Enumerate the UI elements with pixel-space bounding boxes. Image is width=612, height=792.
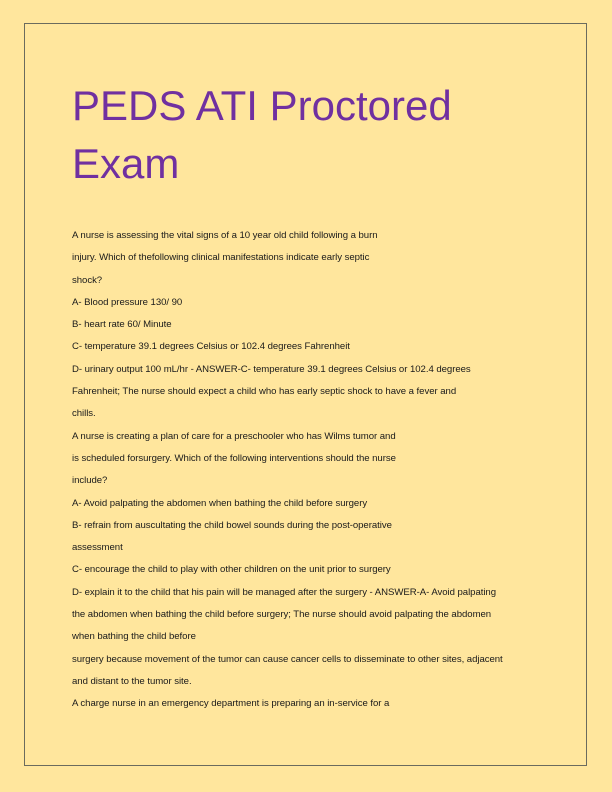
title-line-2: Exam [72,140,180,187]
text-line: C- temperature 39.1 degrees Celsius or 102.4 degrees Fahrenheit [72,341,350,353]
text-line: A charge nurse in an emergency department is preparing an in-service for a [72,698,390,710]
text-line: C- encourage the child to play with other children on the unit prior to surgery [72,564,391,576]
text-line: shock? [72,274,103,286]
text-line: is scheduled forsurgery. Which of the following interventions should the nurse [72,452,396,464]
text-line: Fahrenheit; The nurse should expect a child who has early septic shock to have a fever and [72,386,457,398]
text-line: B- heart rate 60/ Minute [72,319,172,331]
text-line: include? [72,475,108,487]
document-body [72,229,542,720]
text-line: the abdomen when bathing the child before surgery; The nurse should avoid palpating the abdomen [72,609,492,621]
text-line: A nurse is assessing the vital signs of a 10 year old child following a burn [72,230,378,241]
text-line: chills. [72,408,96,420]
title-line-1: PEDS ATI Proctored [72,82,452,129]
text-line: injury. Which of thefollowing clinical manifestations indicate early septic [72,252,370,264]
text-line: and distant to the tumor site. [72,675,192,687]
text-line: when bathing the child before [72,631,196,643]
text-line: A- Blood pressure 130/ 90 [72,296,183,308]
page-title [72,77,552,193]
text-line: B- refrain from auscultating the child bowel sounds during the post-operative [72,519,392,531]
text-line: A nurse is creating a plan of care for a preschooler who has Wilms tumor and [72,430,396,442]
text-line: A- Avoid palpating the abdomen when bathing the child before surgery [72,497,368,509]
text-line: D- urinary output 100 mL/hr - ANSWER-C- temperature 39.1 degrees Celsius or 102.4 degrees [72,363,471,375]
text-line: surgery because movement of the tumor can cause cancer cells to disseminate to other sites, adjacent [72,653,503,665]
text-line: assessment [72,542,123,554]
text-line: D- explain it to the child that his pain will be managed after the surgery - ANSWER-A- Avoid palpating [72,586,496,598]
